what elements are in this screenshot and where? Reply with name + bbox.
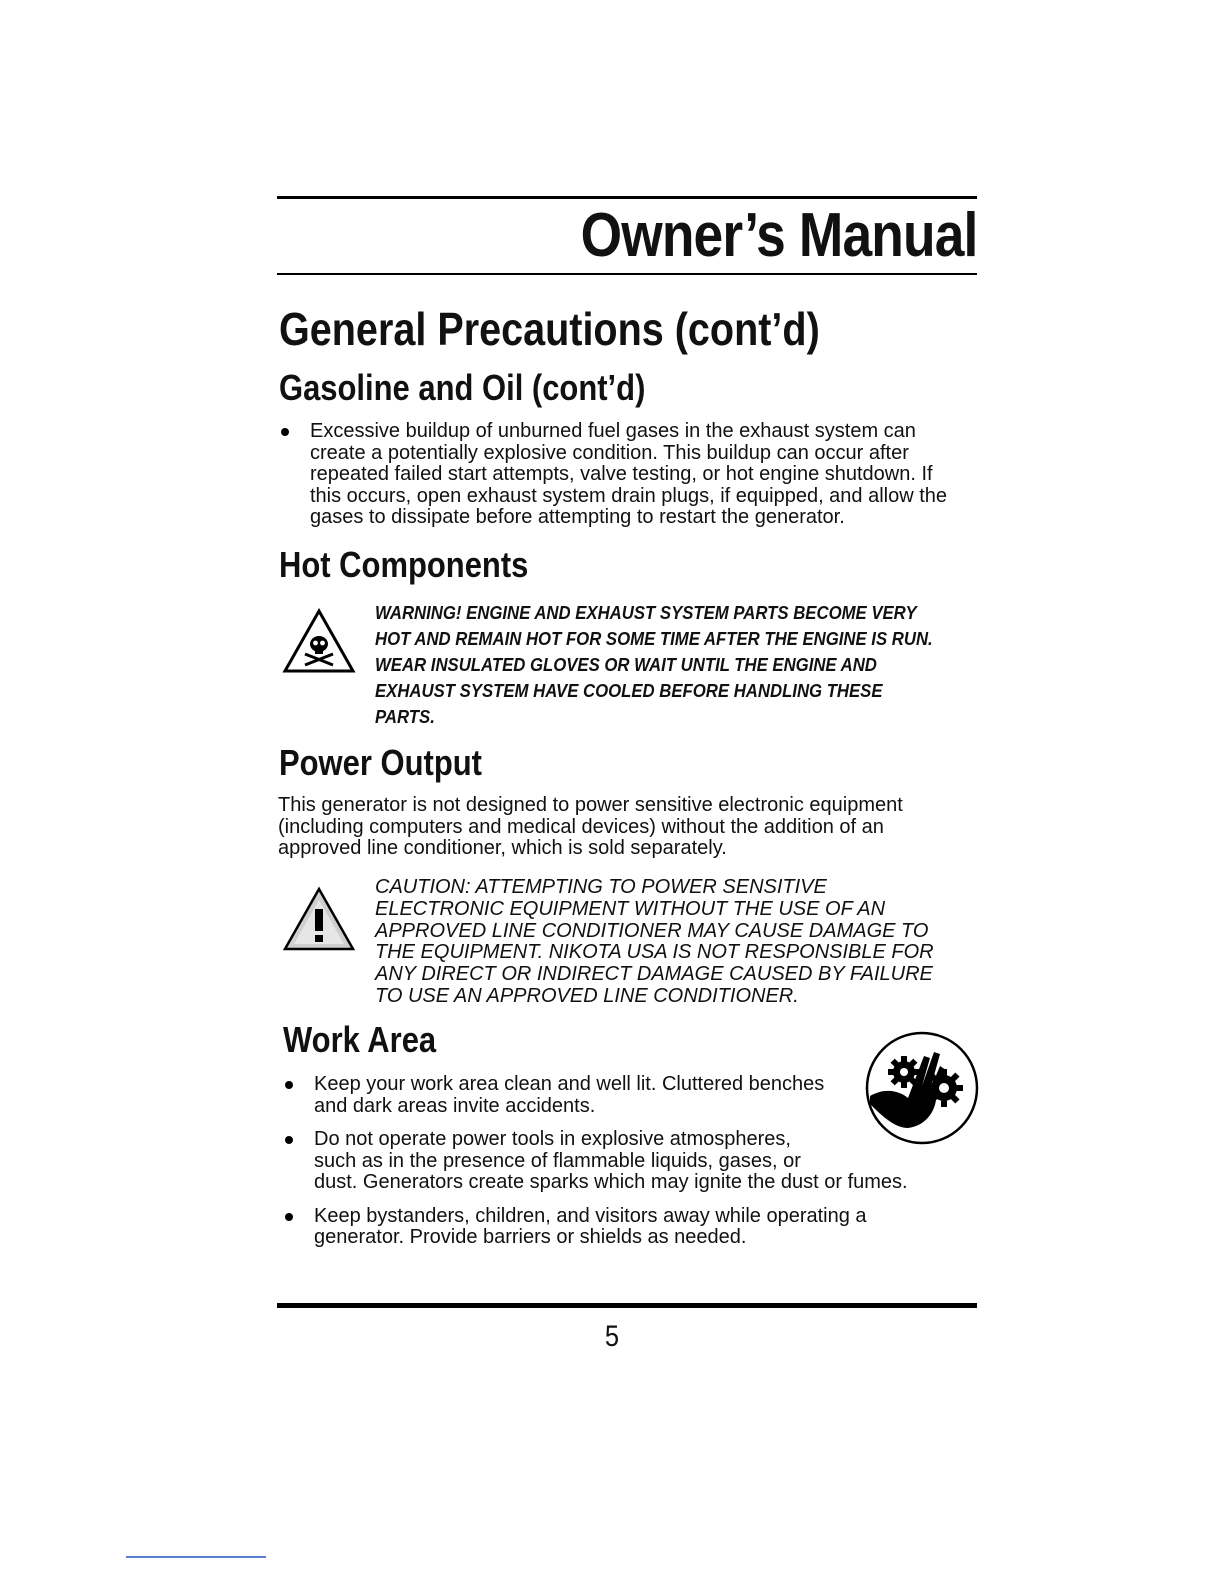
caution-line: ANY DIRECT OR INDIRECT DAMAGE CAUSED BY FAILURE (375, 963, 933, 986)
header-bottom-rule (277, 273, 977, 275)
list-item (282, 1206, 1002, 1249)
power-output-paragraph (278, 795, 998, 860)
paragraph-line: This generator is not designed to power sensitive electronic equipment (278, 794, 903, 816)
bullet-line: Excessive buildup of unburned fuel gases in the exhaust system can (310, 420, 916, 442)
gasoline-bullet-list (278, 421, 998, 529)
hot-components-heading: Hot Components (279, 544, 529, 585)
bullet-dot (285, 1081, 293, 1089)
scan-edge-line (126, 1556, 266, 1558)
paragraph-line: (including computers and medical devices) without the addition of an (278, 815, 884, 838)
bullet-line: such as in the presence of flammable liquids, gases, or (314, 1149, 801, 1172)
header-top-rule (277, 196, 977, 199)
skull-warning-icon (282, 608, 356, 679)
warning-line: HOT AND REMAIN HOT FOR SOME TIME AFTER THE ENGINE IS RUN. (375, 629, 933, 649)
bullet-dot (285, 1213, 293, 1221)
hot-components-warning (375, 600, 952, 730)
work-area-heading: Work Area (283, 1019, 437, 1060)
caution-line: CAUTION: ATTEMPTING TO POWER SENSITIVE (375, 876, 827, 898)
caution-line: APPROVED LINE CONDITIONER MAY CAUSE DAMAGE TO (375, 919, 929, 942)
bullet-line: Keep your work area clean and well lit. Cluttered benches (314, 1073, 825, 1095)
bullet-line: create a potentially explosive condition. This buildup can occur after (310, 441, 909, 464)
warning-line: EXHAUST SYSTEM HAVE COOLED BEFORE HANDLING THESE (375, 681, 883, 701)
work-area-bullet-list (282, 1074, 1002, 1249)
section-title: General Precautions (cont’d) (279, 303, 820, 355)
bullet-line: and dark areas invite accidents. (314, 1094, 596, 1117)
page-number: 5 (604, 1320, 620, 1353)
bullet-line: Keep bystanders, children, and visitors away while operating a (314, 1204, 867, 1227)
exclamation-warning-icon (282, 886, 356, 957)
bullet-line: Do not operate power tools in explosive atmospheres, (314, 1128, 791, 1150)
bullet-line: repeated failed start attempts, valve testing, or hot engine shutdown. If (310, 463, 933, 485)
gasoline-heading: Gasoline and Oil (cont’d) (279, 367, 646, 408)
list-item (278, 421, 998, 529)
warning-line: WARNING! ENGINE AND EXHAUST SYSTEM PARTS BECOME VERY (375, 603, 917, 623)
caution-line: ELECTRONIC EQUIPMENT WITHOUT THE USE OF AN (375, 897, 886, 920)
paragraph-line: approved line conditioner, which is sold separately. (278, 837, 727, 859)
power-output-caution (375, 877, 995, 1008)
footer-rule (277, 1303, 977, 1308)
power-output-heading: Power Output (279, 742, 482, 783)
bullet-line: generator. Provide barriers or shields as needed. (314, 1226, 747, 1248)
bullet-line: gases to dissipate before attempting to restart the generator. (310, 506, 845, 528)
bullet-dot (281, 428, 289, 436)
list-item (282, 1129, 1002, 1194)
list-item (282, 1074, 1002, 1117)
manual-title: Owner’s Manual (580, 201, 977, 270)
warning-line: PARTS. (375, 707, 435, 727)
bullet-dot (285, 1136, 293, 1144)
bullet-line: this occurs, open exhaust system drain plugs, if equipped, and allow the (310, 484, 948, 507)
bullet-line: dust. Generators create sparks which may ignite the dust or fumes. (314, 1171, 908, 1193)
warning-line: WEAR INSULATED GLOVES OR WAIT UNTIL THE ENGINE AND (375, 655, 877, 675)
caution-line: THE EQUIPMENT. NIKOTA USA IS NOT RESPONSIBLE FOR (375, 941, 934, 964)
caution-line: TO USE AN APPROVED LINE CONDITIONER. (375, 984, 799, 1007)
